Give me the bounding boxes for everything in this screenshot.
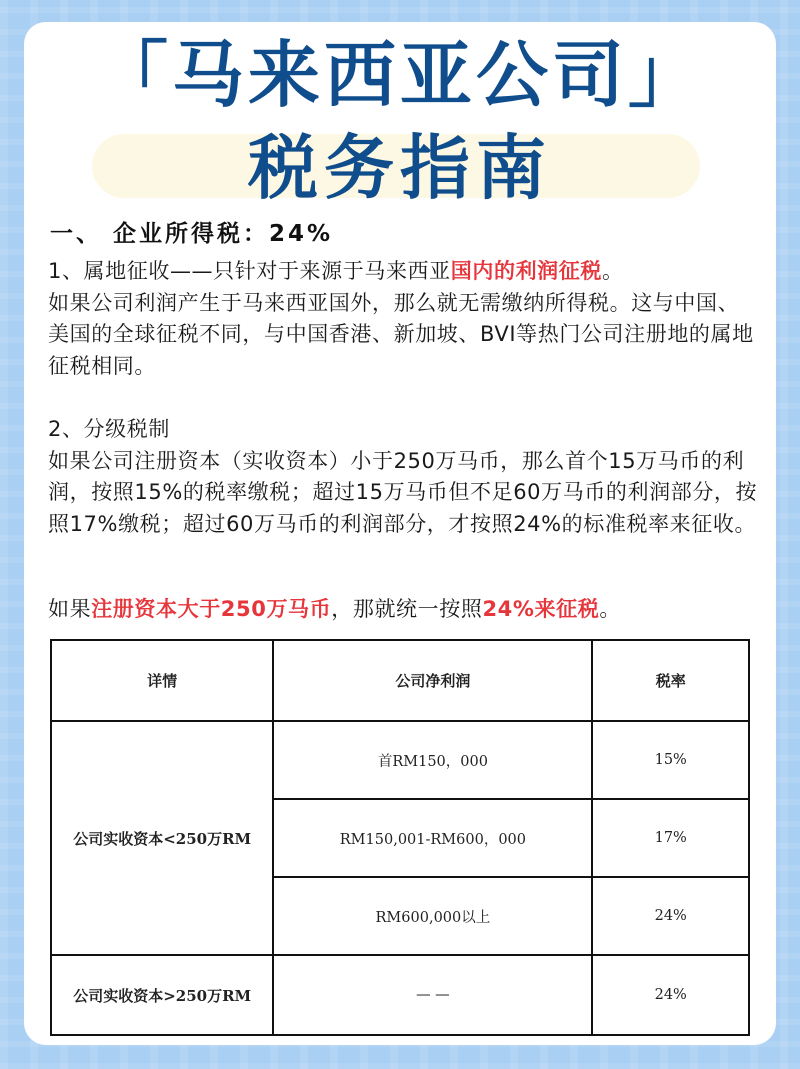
note-middle: ，那就统一按照: [331, 597, 483, 621]
profit-cell: RM150,001-RM600，000: [273, 799, 592, 877]
header-net-profit: 公司净利润: [273, 640, 592, 721]
tax-rate-table: [50, 639, 750, 1036]
point-1-highlight: 国内的利润征税: [450, 259, 602, 283]
rate-cell: 17%: [592, 799, 749, 877]
point-2-tiered-tax: [48, 414, 758, 540]
table-header-row: [51, 640, 749, 721]
note-large-capital: [48, 594, 758, 626]
point-1-title: 1、属地征收——只针对于来源于马来西亚: [48, 259, 451, 283]
rate-cell: 24%: [592, 955, 749, 1035]
section-heading-corporate-tax: 一、 企业所得税：24%: [50, 221, 334, 247]
rate-cell: 24%: [592, 877, 749, 955]
rate-cell: 15%: [592, 721, 749, 799]
detail-cell: 公司实收资本<250万RM: [51, 721, 273, 955]
detail-cell: 公司实收资本>250万RM: [51, 955, 273, 1035]
table-row: [51, 955, 749, 1035]
point-2-body: 如果公司注册资本（实收资本）小于250万马币，那么首个15万马币的利润，按照15%的税率缴税；超过15万马币但不足60万马币的利润部分，按照17%缴税；超过60万马币的利润部分，才按照24%的标准税率来征收。: [48, 448, 758, 536]
note-highlight-capital: 注册资本大于250万马币: [91, 597, 332, 621]
note-highlight-rate: 24%来征税: [482, 597, 600, 621]
page-title: 「马来西亚公司」: [95, 33, 704, 117]
table-row: [51, 721, 749, 799]
header-detail: 详情: [51, 640, 273, 721]
profit-cell: RM600,000以上: [273, 877, 592, 955]
page-subtitle: 税务指南: [248, 127, 552, 209]
profit-cell: — —: [273, 955, 592, 1035]
note-suffix: 。: [599, 597, 621, 621]
point-1-suffix: 。: [601, 259, 624, 283]
note-prefix: 如果: [48, 597, 92, 621]
point-1-body: 如果公司利润产生于马来西亚国外，那么就无需缴纳所得税。这与中国、美国的全球征税不同，与中国香港、新加坡、BVI等热门公司注册地的属地征税相同。: [48, 290, 754, 378]
header-tax-rate: 税率: [592, 640, 749, 721]
profit-cell: 首RM150，000: [273, 721, 592, 799]
point-1-territorial-taxation: [48, 256, 758, 382]
point-2-title: 2、分级税制: [48, 417, 170, 441]
